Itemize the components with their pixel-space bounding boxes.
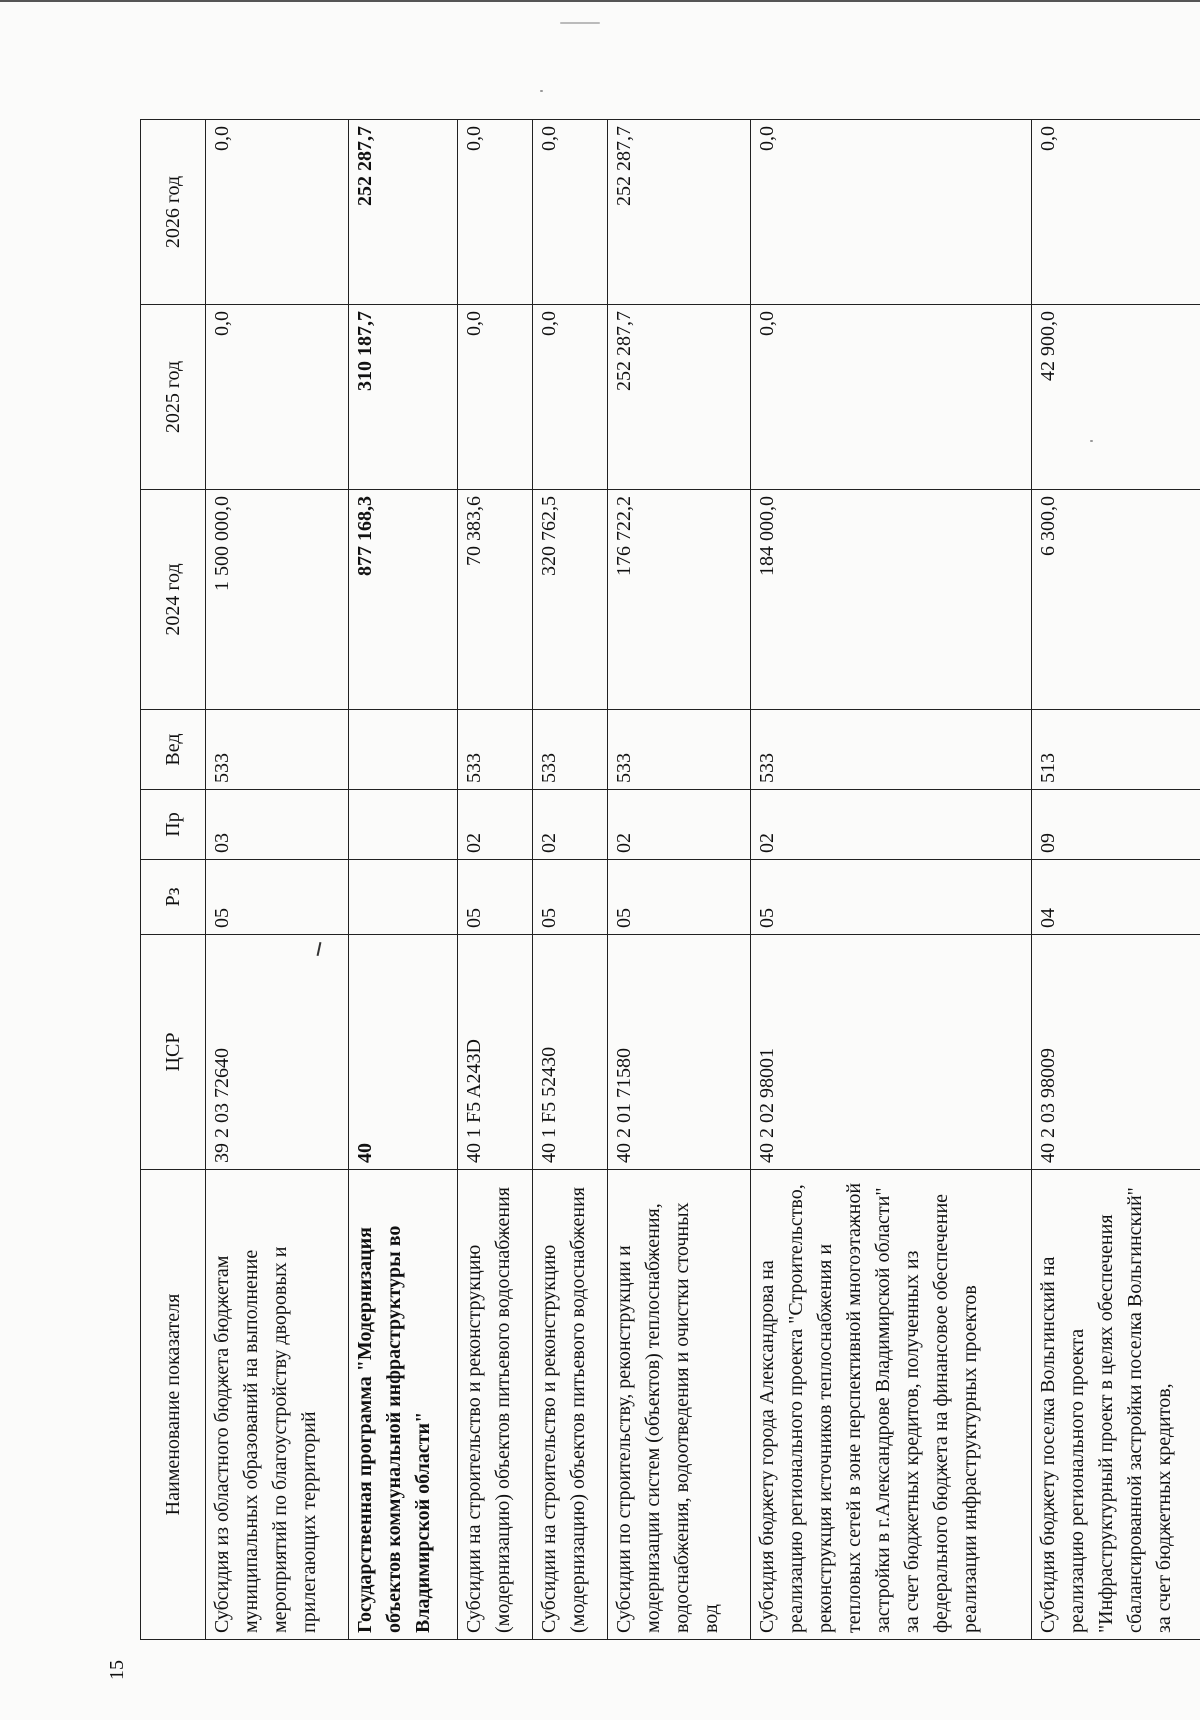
cell-2026: 0,0 — [533, 120, 608, 305]
cell-2025: 0,0 — [206, 305, 349, 490]
cell-2024: 877 168,3 — [349, 490, 458, 710]
cell-2024: 176 722,2 — [607, 490, 750, 710]
table-row — [751, 120, 1032, 1640]
cell-2024: 70 383,6 — [458, 490, 533, 710]
cell-csr: 40 2 03 98009 — [1032, 935, 1200, 1170]
cell-pr: 02 — [533, 790, 608, 860]
header-2024: 2024 год — [141, 490, 206, 710]
header-ved: Вед — [141, 710, 206, 790]
cell-2026: 0,0 — [1032, 120, 1200, 305]
cell-pr: 02 — [458, 790, 533, 860]
cell-csr: 39 2 03 72640 — [206, 935, 349, 1170]
cell-2024: 1 500 000,0 — [206, 490, 349, 710]
cell-rz: 05 — [607, 860, 750, 935]
header-csr: ЦСР — [141, 935, 206, 1170]
cell-csr: 40 1 F5 A243D — [458, 935, 533, 1170]
cell-rz: 05 — [458, 860, 533, 935]
cell-name: Субсидии по строительству, реконструкции и модернизации систем (объектов) теплоснабжения, водоснабжения, водоотведения и очистки сточных вод — [607, 1170, 750, 1640]
header-pr: Пр — [141, 790, 206, 860]
cell-2025: 0,0 — [533, 305, 608, 490]
cell-ved: 533 — [533, 710, 608, 790]
cell-csr: 40 — [349, 935, 458, 1170]
table-header-row — [141, 120, 206, 1640]
page-number: 15 — [106, 1660, 128, 1680]
cell-ved — [349, 710, 458, 790]
top-scan-edge — [0, 0, 1200, 2]
cell-2024: 184 000,0 — [751, 490, 1032, 710]
cell-pr: 03 — [206, 790, 349, 860]
table-row — [533, 120, 608, 1640]
cell-ved: 533 — [458, 710, 533, 790]
cell-name: Субсидии на строительство и реконструкцию (модернизацию) объектов питьевого водоснабжения — [533, 1170, 608, 1640]
cell-2026: 0,0 — [751, 120, 1032, 305]
cell-name: Государственная программа "Модернизация объектов коммунальной инфраструктуры во Владимирской области" — [349, 1170, 458, 1640]
cell-rz — [349, 860, 458, 935]
cell-ved: 533 — [206, 710, 349, 790]
cell-2025: 0,0 — [751, 305, 1032, 490]
cell-2026: 252 287,7 — [607, 120, 750, 305]
cell-name: Субсидия бюджету города Александрова на реализацию регионального проекта "Строительство, реконструкция источников теплоснабжения и тепловых сетей в зоне перспективной многоэтажной застройки в г.Александрове Владимирской области" за счет бюджетных кредитов, полученных из федерального бюджета на финансовое обеспечение реализации инфраструктурных проектов — [751, 1170, 1032, 1640]
header-rz: Рз — [141, 860, 206, 935]
cell-2024: 320 762,5 — [533, 490, 608, 710]
cell-2025: 0,0 — [458, 305, 533, 490]
header-2025: 2025 год — [141, 305, 206, 490]
table-row — [458, 120, 533, 1640]
cell-2025: 310 187,7 — [349, 305, 458, 490]
budget-table — [140, 119, 1200, 1640]
table-row — [607, 120, 750, 1640]
header-name: Наименование показателя — [141, 1170, 206, 1640]
cell-2026: 0,0 — [458, 120, 533, 305]
cell-2025: 42 900,0 — [1032, 305, 1200, 490]
cell-pr: 02 — [751, 790, 1032, 860]
rotated-table-container — [140, 120, 1200, 1640]
cell-rz: 04 — [1032, 860, 1200, 935]
cell-pr — [349, 790, 458, 860]
cell-name: Субсидии на строительство и реконструкцию (модернизацию) объектов питьевого водоснабжения — [458, 1170, 533, 1640]
table-row — [1032, 120, 1200, 1640]
cell-ved: 533 — [607, 710, 750, 790]
cell-rz: 05 — [533, 860, 608, 935]
cell-2026: 252 287,7 — [349, 120, 458, 305]
table-row-program — [349, 120, 458, 1640]
scan-artifact — [560, 22, 600, 24]
cell-rz: 05 — [206, 860, 349, 935]
cell-csr: 40 1 F5 52430 — [533, 935, 608, 1170]
cell-csr: 40 2 02 98001 — [751, 935, 1032, 1170]
cell-ved: 533 — [751, 710, 1032, 790]
header-2026: 2026 год — [141, 120, 206, 305]
cell-rz: 05 — [751, 860, 1032, 935]
cell-pr: 02 — [607, 790, 750, 860]
page-number-box — [52, 840, 128, 1680]
cell-name: Субсидия бюджету поселка Вольгинский на реализацию регионального проекта "Инфраструктурный проект в целях обеспечения сбалансированной застройки поселка Вольгинский" за счет бюджетных кредитов, — [1032, 1170, 1200, 1640]
cell-ved: 513 — [1032, 710, 1200, 790]
cell-pr: 09 — [1032, 790, 1200, 860]
cell-2024: 6 300,0 — [1032, 490, 1200, 710]
cell-2026: 0,0 — [206, 120, 349, 305]
cell-csr: 40 2 01 71580 — [607, 935, 750, 1170]
scan-artifact — [540, 90, 543, 92]
table-row — [206, 120, 349, 1640]
cell-2025: 252 287,7 — [607, 305, 750, 490]
cell-name: Субсидия из областного бюджета бюджетам муниципальных образований на выполнение мероприятий по благоустройству дворовых и прилегающих территорий — [206, 1170, 349, 1640]
